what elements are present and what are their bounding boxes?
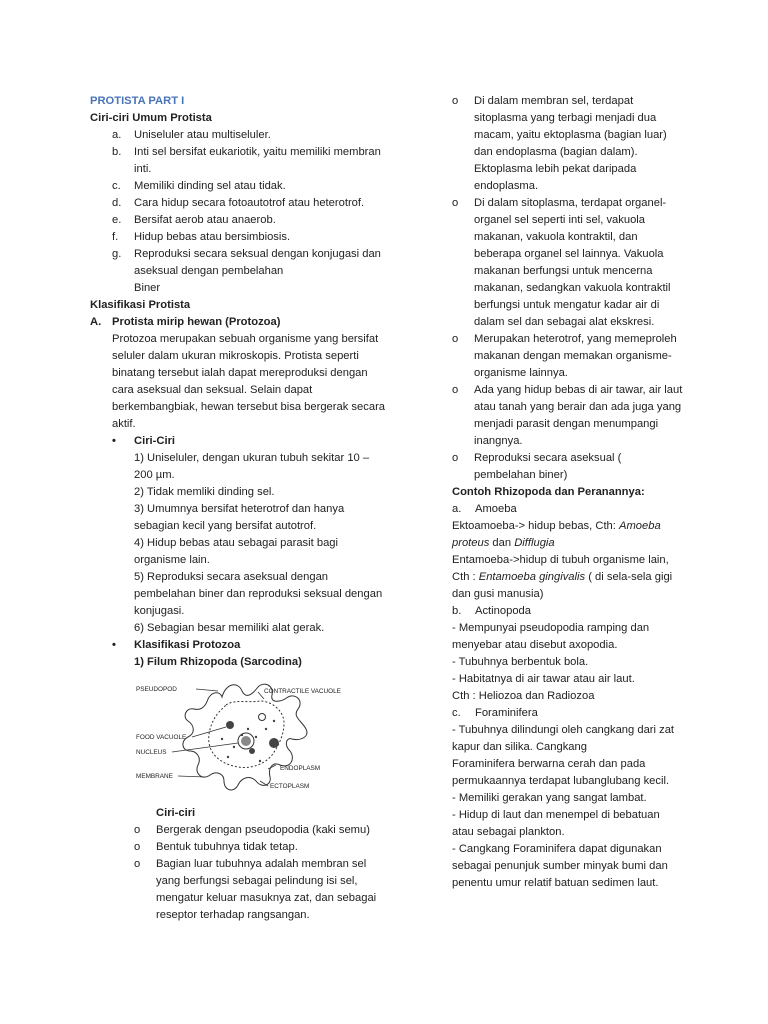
label-ectoplasm: ECTOPLASM xyxy=(270,783,310,790)
label-endoplasm: ENDOPLASM xyxy=(280,765,321,772)
list-item: - Tubuhnya berbentuk bola. xyxy=(452,656,589,668)
list-item: 6) Sebagian besar memiliki alat gerak. xyxy=(134,622,325,634)
section-a-title: A. Protista mirip hewan (Protozoa) xyxy=(90,316,281,328)
contoh-heading: Contoh Rhizopoda dan Peranannya: xyxy=(452,486,645,498)
circle-bullet-icon: o xyxy=(452,197,459,209)
food-vacuole xyxy=(226,721,234,729)
list-item: o Ada yang hidup bebas di air tawar, air laut atau tanah yang berair dan ada juga yang menjadi parasit dengan menumpangi inangnya. xyxy=(452,382,684,450)
left-column xyxy=(90,93,390,924)
filum-rhizopoda-heading: 1) Filum Rhizopoda (Sarcodina) xyxy=(134,656,302,668)
label-membrane: MEMBRANE xyxy=(136,773,173,780)
label-nucleus: NUCLEUS xyxy=(136,749,167,756)
circle-bullet-icon: o xyxy=(134,858,141,870)
circle-bullet-icon: o xyxy=(134,841,141,853)
list-item: 3) Umumnya bersifat heterotrof dan hanya sebagian kecil yang bersifat autotrof. xyxy=(134,503,345,532)
list-item: - Memiliki gerakan yang sangat lambat. xyxy=(452,792,647,804)
list-item: - Hidup di laut dan menempel di bebatuan atau sebagai plankton. xyxy=(452,809,660,838)
contractile-vacuole xyxy=(259,714,266,721)
actinopoda-item: b. Actinopoda xyxy=(452,605,531,617)
ektoamoeba-line: Ektoamoeba-> hidup bebas, Cth: Amoeba proteus dan Difflugia xyxy=(452,520,661,549)
list-item: - Tubuhnya dilindungi oleh cangkang dari zat kapur dan silika. Cangkang xyxy=(452,724,675,753)
list-item: b. Inti sel bersifat eukariotik, yaitu memiliki membran inti. xyxy=(112,146,381,175)
dark-granule xyxy=(269,738,279,748)
list-item: o Reproduksi secara aseksual ( pembelahan biner) xyxy=(452,450,684,484)
list-item: o Bentuk tubuhnya tidak tetap. xyxy=(90,839,390,856)
rhizopoda-ciri-list xyxy=(90,822,390,924)
klasifikasi-protozoa-bullet: • Klasifikasi Protozoa xyxy=(90,637,390,654)
protozoa-ciri-lines xyxy=(134,450,390,637)
list-item: o Di dalam sitoplasma, terdapat organel-organel sel seperti inti sel, vakuola makanan, vakuola kontraktil, dan beberapa organel sel lainnya. Vakuola makanan berfungsi untuk mencerna makanan, sedangkan vakuola kontraktil berfungsi untuk mengatur kadar air di dalam sel dan sebagai alat ekskresi. xyxy=(452,195,684,331)
list-item: o Merupakan heterotrof, yang memeproleh makanan dengan memakan organisme-organisme lainnya. xyxy=(452,331,684,382)
circle-bullet-icon: o xyxy=(452,95,459,107)
list-item: o Bergerak dengan pseudopodia (kaki semu) xyxy=(90,822,390,839)
circle-bullet-icon: o xyxy=(452,384,459,396)
list-item: - Habitatnya di air tawar atau air laut. xyxy=(452,673,635,685)
list-item: c. Memiliki dinding sel atau tidak. xyxy=(112,180,286,192)
ciri-umum-list xyxy=(90,127,390,297)
list-item: 1) Uniseluler, dengan ukuran tubuh sekitar 10 – 200 µm. xyxy=(134,452,370,481)
list-item: o Bagian luar tubuhnya adalah membran sel yang berfungsi sebagai pelindung isi sel, mengatur keluar masuknya zat, dan sebagai reseptor terhadap rangsangan. xyxy=(90,856,390,924)
rhizopoda-ciri-heading: Ciri-ciri xyxy=(156,807,196,819)
list-item: 5) Reproduksi secara aseksual dengan pembelahan biner dan reproduksi seksual dengan konjugasi. xyxy=(134,571,383,617)
label-food-vacuole: FOOD VACUOLE xyxy=(136,734,187,741)
endoplasm-outline xyxy=(209,701,284,768)
amoeba-diagram xyxy=(134,677,390,799)
amoeba-item: a. Amoeba xyxy=(452,503,517,515)
foraminifera-item: c. Foraminifera xyxy=(452,707,538,719)
amoeba-illustration xyxy=(134,677,374,799)
label-contractile-vacuole: CONTRACTILE VACUOLE xyxy=(264,688,341,695)
list-item-continuation: Biner xyxy=(134,282,161,294)
list-item: - Cangkang Foraminifera dapat digunakan sebagai penunjuk sumber minyak bumi dan penentu umur relatif batuan sedimen laut. xyxy=(452,843,668,889)
document-title: PROTISTA PART I xyxy=(90,95,185,107)
right-bullet-list xyxy=(452,93,684,484)
list-item: Foraminifera berwarna cerah dan pada permukaannya terdapat lubanglubang kecil. xyxy=(452,758,670,787)
list-item: a. Uniseluler atau multiseluler. xyxy=(112,129,271,141)
bullet-icon: • xyxy=(112,435,116,447)
nucleus-icon xyxy=(238,733,254,749)
list-item: f. Hidup bebas atau bersimbiosis. xyxy=(112,231,291,243)
list-item: o Di dalam membran sel, terdapat sitoplasma yang terbagi menjadi dua macam, yaitu ektoplasma (bagian luar) dan endoplasma (bagian dalam). Ektoplasma lebih pekat daripada endoplasma. xyxy=(452,93,684,195)
list-item: 4) Hidup bebas atau sebagai parasit bagi organisme lain. xyxy=(134,537,339,566)
entamoeba-line: Entamoeba->hidup di tubuh organisme lain, Cth : Entamoeba gingivalis ( di sela-sela gigi dan gusi manusia) xyxy=(452,554,673,600)
list-item: g. Reproduksi secara seksual dengan konjugasi dan aseksual dengan pembelahan xyxy=(112,248,381,277)
protozoa-paragraph: Protozoa merupakan sebuah organisme yang bersifat seluler dalam ukuran mikroskopis. Protista seperti binatang tersebut ialah dapat mereproduksi dengan cara aseksual dan seksual. Selain dapat berkembangbiak, hewan tersebut bisa bergerak secara aktif. xyxy=(112,333,386,430)
klasifikasi-heading: Klasifikasi Protista xyxy=(90,299,191,311)
list-item: d. Cara hidup secara fotoautotrof atau heterotrof. xyxy=(112,197,365,209)
list-item: e. Bersifat aerob atau anaerob. xyxy=(112,214,276,226)
list-item: 2) Tidak memliki dinding sel. xyxy=(134,486,275,498)
circle-bullet-icon: o xyxy=(134,824,141,836)
circle-bullet-icon: o xyxy=(452,333,459,345)
circle-bullet-icon: o xyxy=(452,452,459,464)
list-item: Cth : Heliozoa dan Radiozoa xyxy=(452,690,595,702)
bullet-icon: • xyxy=(112,639,116,651)
label-pseudopod: PSEUDOPOD xyxy=(136,686,177,693)
list-item: - Mempunyai pseudopodia ramping dan menyebar atau disebut axopodia. xyxy=(452,622,650,651)
right-column xyxy=(452,93,684,892)
ciri-ciri-bullet: • Ciri-Ciri xyxy=(90,433,390,450)
ciri-umum-heading: Ciri-ciri Umum Protista xyxy=(90,112,212,124)
